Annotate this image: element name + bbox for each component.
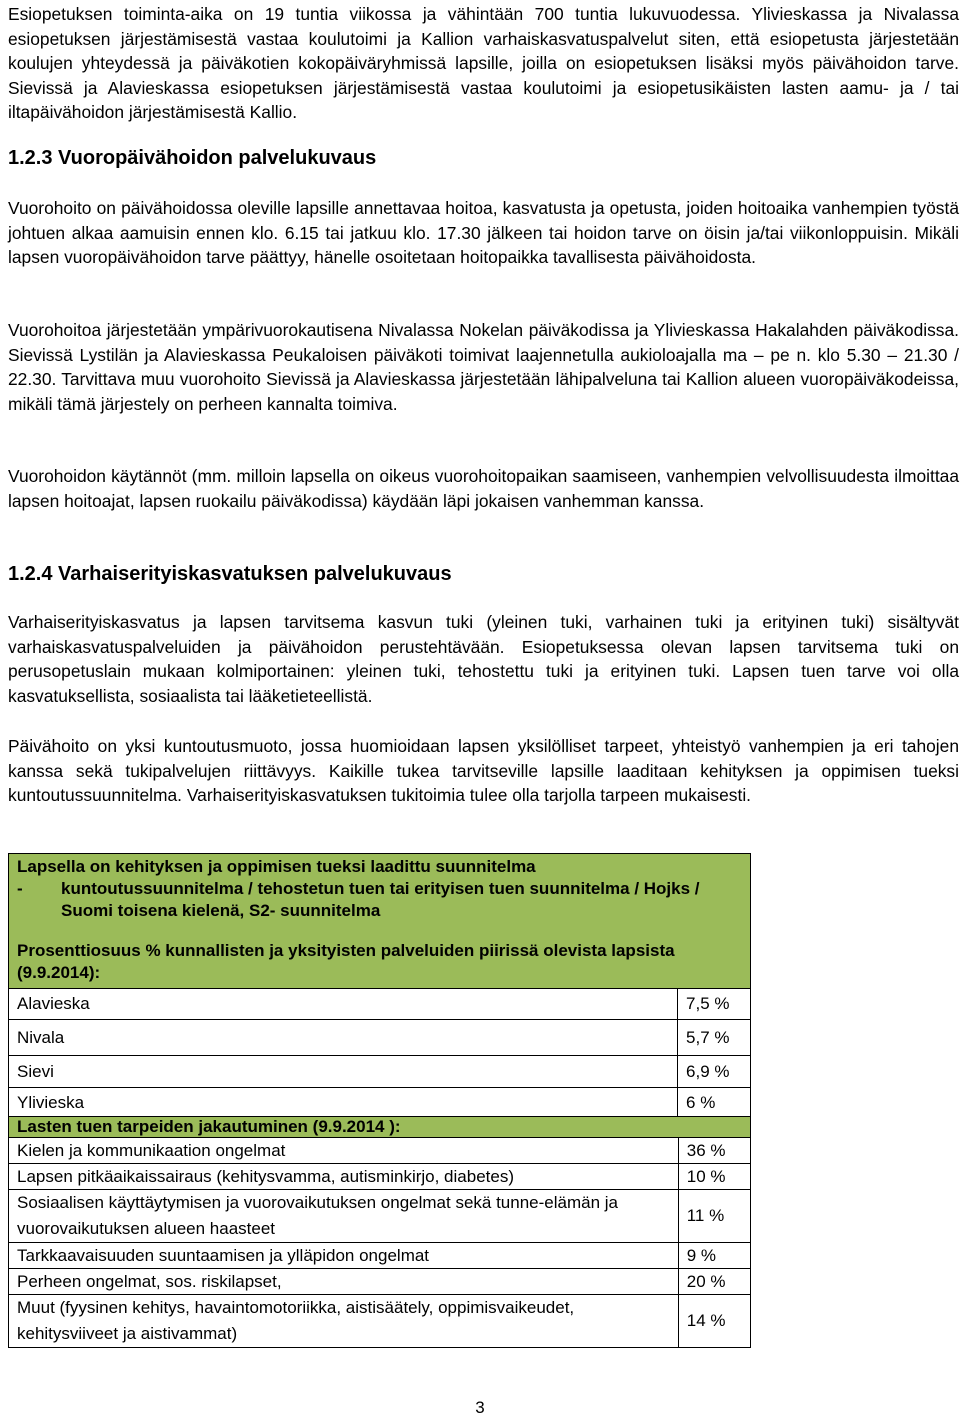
- section-1-2-4: [8, 562, 959, 586]
- support-plan-header-row: [9, 854, 751, 989]
- percentage-cell: 10 %: [678, 1164, 750, 1190]
- support-need-cell: Tarkkaavaisuuden suuntaamisen ja ylläpidon ongelmat: [9, 1243, 679, 1269]
- municipality-cell: Sievi: [9, 1056, 678, 1088]
- percentage-cell: 14 %: [678, 1295, 750, 1348]
- table-row: [9, 1190, 751, 1243]
- support-needs-table: [8, 1116, 751, 1348]
- intro-paragraph: Esiopetuksen toiminta-aika on 19 tuntia viikossa ja vähintään 700 tuntia lukuvuodessa. Ylivieskassa ja Nivalassa esiopetuksen järjestämisestä vastaa koulutoimi ja Kallion varhaiskasvatuspalvelut siten, että esiopetusta järjestetään koulujen yhteydessä ja päiväkotien kokopäiväryhmissä lapsille, joilla on esiopetuksen lisäksi myös päivähoidon tarve. Sievissä ja Alavieskassa esiopetuksen järjestämisestä vastaa koulutoimi ja esiopetusikäisten lasten aamu- ja / tai iltapäivähoidon järjestämisestä Kallio.: [8, 4, 959, 122]
- section-1-2-4-p1-wrap: [8, 610, 959, 708]
- percentage-cell: 11 %: [678, 1190, 750, 1243]
- support-needs-header-row: [9, 1117, 751, 1138]
- percentage-cell: 20 %: [678, 1269, 750, 1295]
- vuorohoito-paragraph-3: Vuorohoidon käytännöt (mm. milloin lapsella on oikeus vuorohoitopaikan saamiseen, vanhempien velvollisuudesta ilmoittaa lapsen hoitoajat, lapsen ruokailu päiväkodissa) käydään läpi jokaisen vanhemman kanssa.: [8, 466, 959, 511]
- table-row: [9, 1295, 751, 1348]
- support-plan-types: kuntoutussuunnitelma / tehostetun tuen tai erityisen tuen suunnitelma / Hojks / Suomi toisena kielenä, S2- suunnitelma: [61, 879, 700, 920]
- municipality-cell: Alavieska: [9, 989, 678, 1020]
- table-row: [9, 1020, 751, 1056]
- support-needs-header: Lasten tuen tarpeiden jakautuminen (9.9.2014 ):: [9, 1117, 751, 1138]
- support-need-cell: [9, 1190, 679, 1243]
- table-row: [9, 1056, 751, 1088]
- dash-bullet: -: [17, 879, 23, 898]
- section-1-2-3-p1-wrap: [8, 196, 959, 270]
- percentage-cell: 9 %: [678, 1243, 750, 1269]
- support-need-text: Sosiaalisen käyttäytymisen ja vuorovaikutuksen ongelmat sekä tunne-elämän ja vuorovaikutuksen alueen haasteet: [17, 1193, 618, 1238]
- support-need-cell: Kielen ja kommunikaation ongelmat: [9, 1138, 679, 1164]
- percentage-cell: 36 %: [678, 1138, 750, 1164]
- municipality-cell: Ylivieska: [9, 1088, 678, 1118]
- percentage-cell: 7,5 %: [678, 989, 751, 1020]
- table-row: [9, 1269, 751, 1295]
- varhaiserityis-paragraph-2: Päivähoito on yksi kuntoutusmuoto, jossa huomioidaan lapsen yksilölliset tarpeet, yhteistyö vanhempien ja eri tahojen kanssa sekä tukipalvelujen riittävyys. Kaikille tukea tarvitseville lapsille laaditaan kehityksen ja oppimisen tueksi kuntoutussuunnitelma. Varhaiserityiskasvatuksen tukitoimia tulee olla tarjolla tarpeen mukaisesti.: [8, 736, 959, 805]
- support-plan-dash-item: [17, 878, 742, 922]
- support-plan-header-cell: [9, 854, 751, 989]
- support-need-cell: [9, 1295, 679, 1348]
- support-plan-table: [8, 853, 751, 1118]
- section-heading-1-2-3: 1.2.3 Vuoropäivähoidon palvelukuvaus: [8, 147, 377, 169]
- support-need-cell: Lapsen pitkäaikaissairaus (kehitysvamma, autisminkirjo, diabetes): [9, 1164, 679, 1190]
- page-number: 3: [475, 1398, 485, 1417]
- table-row: [9, 1243, 751, 1269]
- table-row: [9, 1164, 751, 1190]
- percentage-cell: 5,7 %: [678, 1020, 751, 1056]
- support-need-cell: Perheen ongelmat, sos. riskilapset,: [9, 1269, 679, 1295]
- intro-section: [8, 2, 959, 125]
- percentage-cell: 6 %: [678, 1088, 751, 1118]
- section-1-2-4-p2-wrap: [8, 734, 959, 808]
- vuorohoito-paragraph-1: Vuorohoito on päivähoidossa oleville lapsille annettavaa hoitoa, kasvatusta ja opetusta, joiden hoitoaika vanhempien työstä johtuen alkaa aamuisin ennen klo. 6.15 tai jatkuu klo. 17.30 jälkeen tai hoidon tarve on öisin ja/tai viikonloppuisin. Mikäli lapsen vuoropäivähoidon tarve päättyy, hänelle osoitetaan hoitopaikka tavallisesta päivähoidosta.: [8, 198, 959, 267]
- vuorohoito-paragraph-2: Vuorohoitoa järjestetään ympärivuorokautisena Nivalassa Nokelan päiväkodissa ja Ylivieskassa Hakalahden päiväkodissa. Sievissä Lystilän ja Alavieskassa Peukaloisen päiväkoti toimivat laajennetulla aukioloajalla ma – pe n. klo 5.30 – 21.30 / 22.30. Tarvittava muu vuorohoito Sievissä ja Alavieskassa järjestetään lähipalveluna tai Kallion alueen vuoropäiväkodeissa, mikäli tämä järjestely on perheen kannalta toimiva.: [8, 320, 959, 414]
- table-row: [9, 989, 751, 1020]
- section-heading-1-2-4: 1.2.4 Varhaiserityiskasvatuksen palvelukuvaus: [8, 563, 452, 585]
- support-plan-percentage-caption: Prosenttiosuus % kunnallisten ja yksityisten palveluiden piirissä olevista lapsista (9.9.2014):: [17, 941, 675, 982]
- table-row: [9, 1138, 751, 1164]
- section-1-2-3-p2-wrap: [8, 318, 959, 416]
- section-1-2-3: [8, 146, 959, 170]
- varhaiserityis-paragraph-1: Varhaiserityiskasvatus ja lapsen tarvitsema kasvun tuki (yleinen tuki, varhainen tuki ja erityinen tuki) sisältyvät varhaiskasvatuspalveluiden ja päivähoidon perustehtävään. Esiopetuksessa olevan lapsen tarvitsema tuki on perusopetuslain mukaan kolmiportainen: yleinen tuki, tehostettu tuki ja erityinen tuki. Lapsen tuen tarve voi olla kasvatuksellista, sosiaalista tai lääketieteellistä.: [8, 612, 959, 706]
- support-plan-title: Lapsella on kehityksen ja oppimisen tueksi laadittu suunnitelma: [17, 857, 536, 876]
- support-need-text: Muut (fyysinen kehitys, havaintomotoriikka, aistisäätely, oppimisvaikeudet, kehitysviiveet ja aistivammat): [17, 1298, 575, 1343]
- table-row: [9, 1088, 751, 1118]
- municipality-cell: Nivala: [9, 1020, 678, 1056]
- percentage-cell: 6,9 %: [678, 1056, 751, 1088]
- section-1-2-3-p3-wrap: [8, 464, 959, 513]
